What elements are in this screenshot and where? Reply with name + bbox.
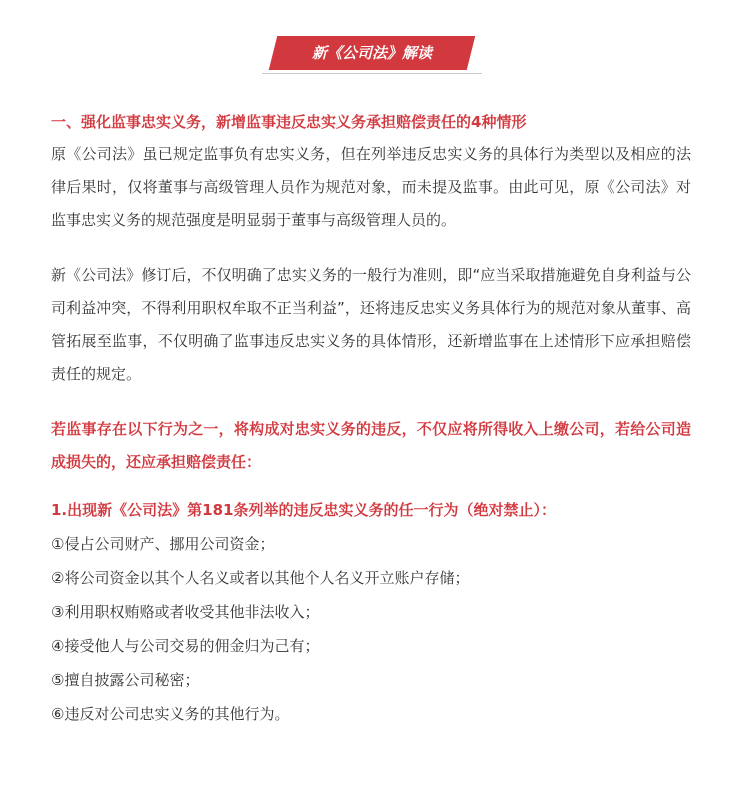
list-item: ①侵占公司财产、挪用公司资金；	[51, 535, 275, 553]
paragraph-original-law: 原《公司法》虽已规定监事负有忠实义务，但在列举违反忠实义务的具体行为类型以及相应的法律后果时，仅将董事与高级管理人员作为规范对象，而未提及监事。由此可见，原《公司法》对监事忠实义务的规范强度是明显弱于董事与高级管理人员的。	[51, 145, 691, 229]
violation-list	[51, 527, 691, 731]
list-subheading: 1.出现新《公司法》第181条列举的违反忠实义务的任一行为（绝对禁止）：	[51, 501, 556, 519]
list-item: ⑥违反对公司忠实义务的其他行为。	[51, 705, 290, 723]
list-item: ⑤擅自披露公司秘密；	[51, 671, 200, 689]
banner-underline	[262, 73, 482, 74]
list-item: ④接受他人与公司交易的佣金归为己有；	[51, 637, 320, 655]
list-item: ②将公司资金以其个人名义或者以其他个人名义开立账户存储；	[51, 569, 470, 587]
emphasis-paragraph: 若监事存在以下行为之一，将构成对忠实义务的违反，不仅应将所得收入上缴公司，若给公司造成损失的，还应承担赔偿责任：	[51, 420, 691, 471]
list-item: ③利用职权贿赂或者收受其他非法收入；	[51, 603, 320, 621]
section-heading: 一、强化监事忠实义务，新增监事违反忠实义务承担赔偿责任的4种情形	[51, 113, 527, 131]
title-banner	[0, 30, 730, 80]
banner-title: 新《公司法》解读	[311, 44, 432, 62]
article-body	[51, 110, 691, 731]
paragraph-new-law: 新《公司法》修订后，不仅明确了忠实义务的一般行为准则，即“应当采取措施避免自身利益与公司利益冲突，不得利用职权牟取不正当利益”，还将违反忠实义务具体行为的规范对象从董事、高管拓展至监事，不仅明确了监事违反忠实义务的具体情形，还新增监事在上述情形下应承担赔偿责任的规定。	[51, 266, 691, 383]
